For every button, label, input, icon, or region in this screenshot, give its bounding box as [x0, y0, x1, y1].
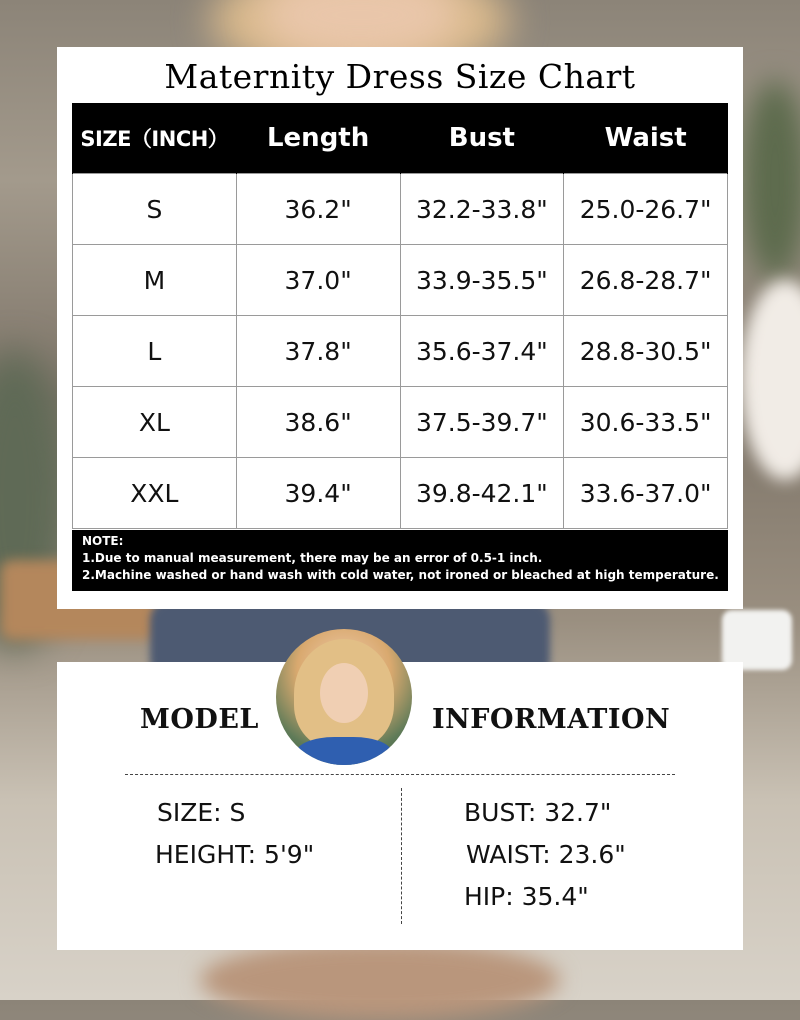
vertical-divider: [401, 788, 402, 924]
background-legs: [200, 940, 560, 1020]
cell-length: 36.2": [236, 174, 400, 245]
cell-size: S: [73, 174, 237, 245]
cell-length: 37.0": [236, 245, 400, 316]
avatar-dress: [296, 737, 392, 765]
cell-length: 38.6": [236, 387, 400, 458]
header-size: SIZE（INCH）: [73, 103, 237, 174]
cell-bust: 37.5-39.7": [400, 387, 564, 458]
table-header-row: [73, 103, 728, 174]
note-line: 1.Due to manual measurement, there may be an error of 0.5-1 inch.: [82, 551, 543, 565]
chart-title: Maternity Dress Size Chart: [164, 57, 636, 96]
background-flowers: [740, 280, 800, 480]
size-chart-panel: [57, 47, 743, 609]
cell-waist: 25.0-26.7": [564, 174, 728, 245]
table-row: [73, 174, 728, 245]
model-heading: MODEL: [140, 704, 259, 735]
background-plant: [740, 80, 800, 280]
header-waist: Waist: [564, 103, 728, 174]
model-avatar: [276, 629, 412, 765]
model-hip: HIP: 35.4": [464, 882, 589, 911]
cell-size: XL: [73, 387, 237, 458]
background-cup: [722, 610, 792, 670]
header-bust: Bust: [400, 103, 564, 174]
cell-length: 39.4": [236, 458, 400, 529]
header-length: Length: [236, 103, 400, 174]
cell-waist: 33.6-37.0": [564, 458, 728, 529]
note-box: [72, 530, 728, 591]
cell-waist: 26.8-28.7": [564, 245, 728, 316]
table-row: [73, 387, 728, 458]
cell-bust: 32.2-33.8": [400, 174, 564, 245]
information-heading: INFORMATION: [432, 704, 671, 735]
cell-size: L: [73, 316, 237, 387]
horizontal-divider: [125, 774, 675, 775]
model-height: HEIGHT: 5'9": [155, 840, 315, 869]
model-waist: WAIST: 23.6": [466, 840, 626, 869]
table-row: [73, 316, 728, 387]
size-table: [72, 103, 728, 529]
cell-bust: 33.9-35.5": [400, 245, 564, 316]
cell-waist: 30.6-33.5": [564, 387, 728, 458]
cell-bust: 39.8-42.1": [400, 458, 564, 529]
table-row: [73, 245, 728, 316]
note-line: 2.Machine washed or hand wash with cold water, not ironed or bleached at high temperature.: [82, 568, 719, 582]
cell-bust: 35.6-37.4": [400, 316, 564, 387]
table-row: [73, 458, 728, 529]
model-bust: BUST: 32.7": [464, 798, 612, 827]
cell-waist: 28.8-30.5": [564, 316, 728, 387]
cell-size: XXL: [73, 458, 237, 529]
note-title: NOTE:: [82, 534, 124, 548]
cell-length: 37.8": [236, 316, 400, 387]
model-info-panel: [57, 662, 743, 950]
cell-size: M: [73, 245, 237, 316]
model-size: SIZE: S: [157, 798, 246, 827]
avatar-face: [320, 663, 368, 723]
